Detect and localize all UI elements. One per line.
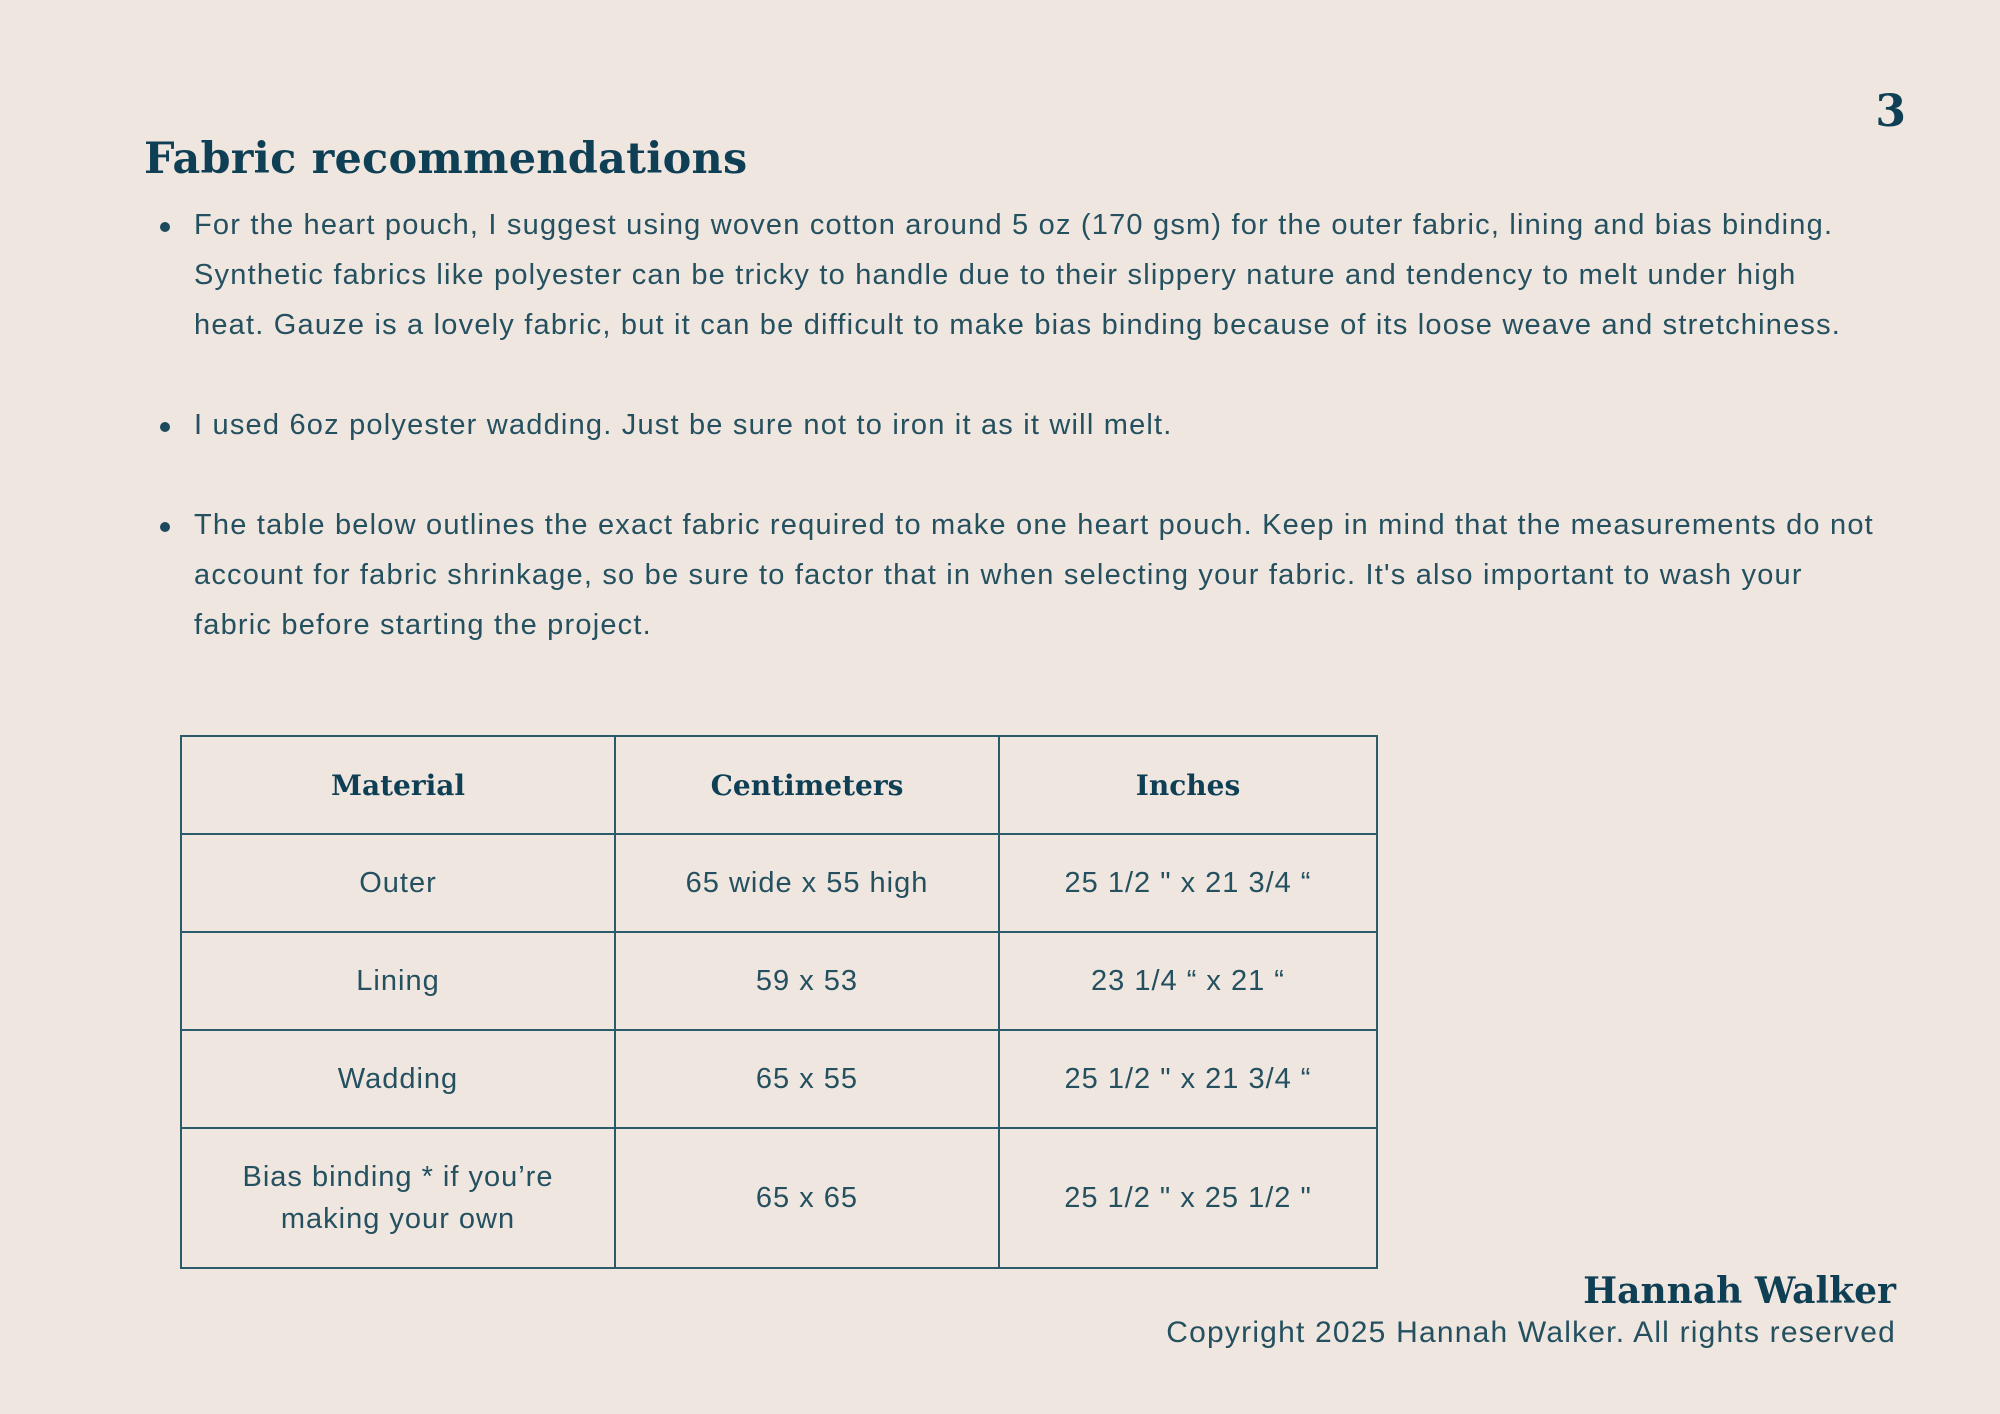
cell-inches: 25 1/2 " x 21 3/4 “ (999, 1030, 1377, 1128)
table-row (181, 1128, 1377, 1268)
header-material: Material (181, 736, 615, 834)
header-inches: Inches (999, 736, 1377, 834)
table-row (181, 932, 1377, 1030)
fabric-notes-list (144, 200, 1874, 700)
table-row (181, 834, 1377, 932)
cell-material: Lining (181, 932, 615, 1030)
cell-inches: 25 1/2 " x 25 1/2 " (999, 1128, 1377, 1268)
author-name: Hannah Walker (1583, 1270, 1896, 1312)
cell-inches: 23 1/4 “ x 21 “ (999, 932, 1377, 1030)
table-header-row (181, 736, 1377, 834)
cell-centimeters: 65 x 55 (615, 1030, 999, 1128)
cell-inches: 25 1/2 " x 21 3/4 “ (999, 834, 1377, 932)
page-title: Fabric recommendations (144, 134, 748, 184)
copyright-notice: Copyright 2025 Hannah Walker. All rights reserved (1166, 1316, 1896, 1349)
bullet-fabric-choice: For the heart pouch, I suggest using woven cotton around 5 oz (170 gsm) for the outer fabric, lining and bias binding. Synthetic fabrics like polyester can be tricky to handle due to their slippery nature and tendency to melt under high heat. Gauze is a lovely fabric, but it can be difficult to make bias binding because of its loose weave and stretchiness. (144, 200, 1874, 350)
cell-centimeters: 65 x 65 (615, 1128, 999, 1268)
fabric-requirements-table (180, 735, 1378, 1269)
cell-material: Outer (181, 834, 615, 932)
cell-material: Bias binding * if you’re making your own (181, 1128, 615, 1268)
cell-centimeters: 65 wide x 55 high (615, 834, 999, 932)
cell-material: Wadding (181, 1030, 615, 1128)
cell-centimeters: 59 x 53 (615, 932, 999, 1030)
bullet-table-intro: The table below outlines the exact fabric required to make one heart pouch. Keep in mind that the measurements do not account for fabric shrinkage, so be sure to factor that in when selecting your fabric. It's also important to wash your fabric before starting the project. (144, 500, 1874, 650)
table-row (181, 1030, 1377, 1128)
header-centimeters: Centimeters (615, 736, 999, 834)
bullet-wadding: I used 6oz polyester wadding. Just be sure not to iron it as it will melt. (144, 400, 1874, 450)
page-number: 3 (1875, 86, 1906, 137)
